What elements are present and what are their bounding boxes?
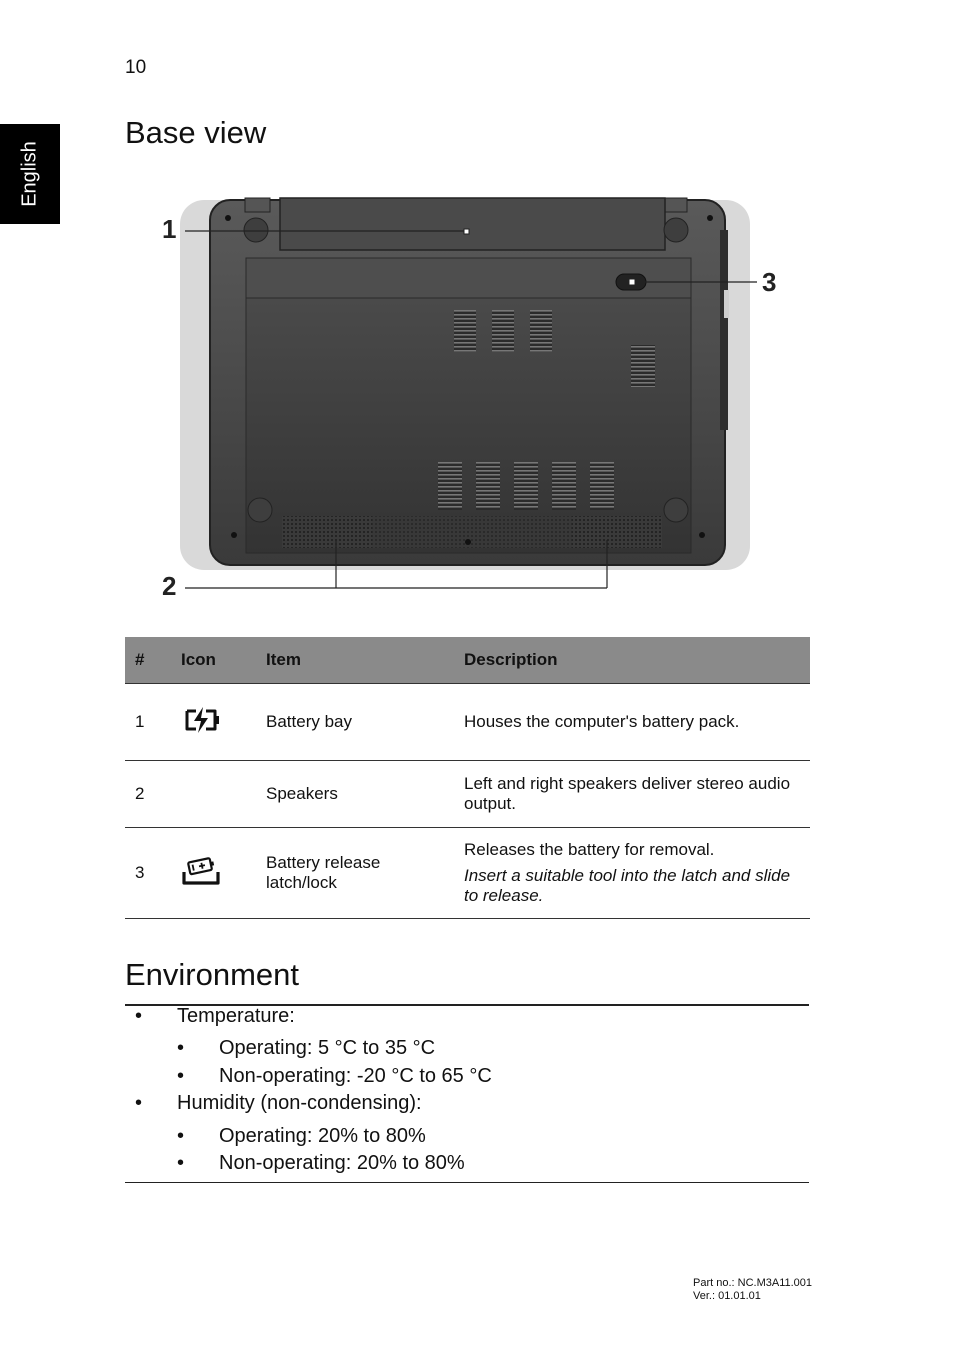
row-number: 3 — [125, 828, 171, 919]
row-description: Left and right speakers deliver stereo audio output. — [454, 761, 810, 828]
laptop-base-illustration — [150, 190, 800, 610]
env-item-label: Humidity (non-condensing): — [177, 1092, 422, 1114]
table-row — [125, 761, 810, 828]
bullet: • — [177, 1125, 185, 1147]
row-number: 2 — [125, 761, 171, 828]
env-item-label: Operating: 5 °C to 35 °C — [219, 1037, 436, 1059]
row-icon-empty — [171, 761, 256, 828]
divider — [125, 1182, 809, 1183]
part-number: Part no.: NC.M3A11.001 — [693, 1277, 813, 1289]
callout-3: 3 — [762, 267, 777, 297]
language-tab — [0, 124, 60, 224]
row-description-note: Insert a suitable tool into the latch and slide to release. — [464, 866, 791, 905]
row-item: Speakers — [256, 761, 454, 828]
bullet: • — [135, 1005, 143, 1027]
header-description: Description — [454, 637, 810, 684]
table-row — [125, 828, 810, 919]
bullet: • — [177, 1065, 185, 1087]
bullet: • — [177, 1152, 185, 1174]
header-item: Item — [256, 637, 454, 684]
env-item-humidity-operating — [177, 1125, 426, 1148]
env-item-temp-non-operating — [177, 1065, 492, 1088]
row-item: Battery release latch/lock — [256, 828, 454, 919]
language-tab-label: English — [18, 141, 41, 207]
env-item-temp-operating — [177, 1037, 436, 1060]
section-title-base-view: Base view — [125, 115, 267, 150]
row-description: Houses the computer's battery pack. — [454, 684, 810, 761]
env-item-label: Non-operating: -20 °C to 65 °C — [219, 1065, 492, 1087]
env-item-label: Operating: 20% to 80% — [219, 1125, 426, 1147]
env-item-temperature — [135, 1005, 295, 1028]
row-description: Releases the battery for removal. — [464, 840, 715, 859]
footer — [693, 1277, 812, 1303]
bullet: • — [135, 1092, 143, 1114]
battery-release-icon — [181, 871, 221, 890]
bullet: • — [177, 1037, 185, 1059]
section-title-environment: Environment — [125, 957, 300, 992]
callout-1: 1 — [162, 214, 177, 244]
row-number: 1 — [125, 684, 171, 761]
base-view-table — [125, 637, 810, 919]
table-header-row — [125, 637, 810, 684]
callout-2: 2 — [162, 571, 177, 601]
env-item-humidity-non-operating — [177, 1152, 465, 1175]
table-row — [125, 684, 810, 761]
version: Ver.: 01.01.01 — [693, 1290, 761, 1302]
env-item-label: Temperature: — [177, 1005, 295, 1027]
header-icon: Icon — [171, 637, 256, 684]
battery-charging-icon — [181, 719, 221, 738]
header-number: # — [125, 637, 171, 684]
env-item-humidity — [135, 1092, 422, 1115]
env-item-label: Non-operating: 20% to 80% — [219, 1152, 465, 1174]
row-item: Battery bay — [256, 684, 454, 761]
page-number: 10 — [125, 57, 147, 78]
laptop-base-figure — [150, 190, 800, 610]
